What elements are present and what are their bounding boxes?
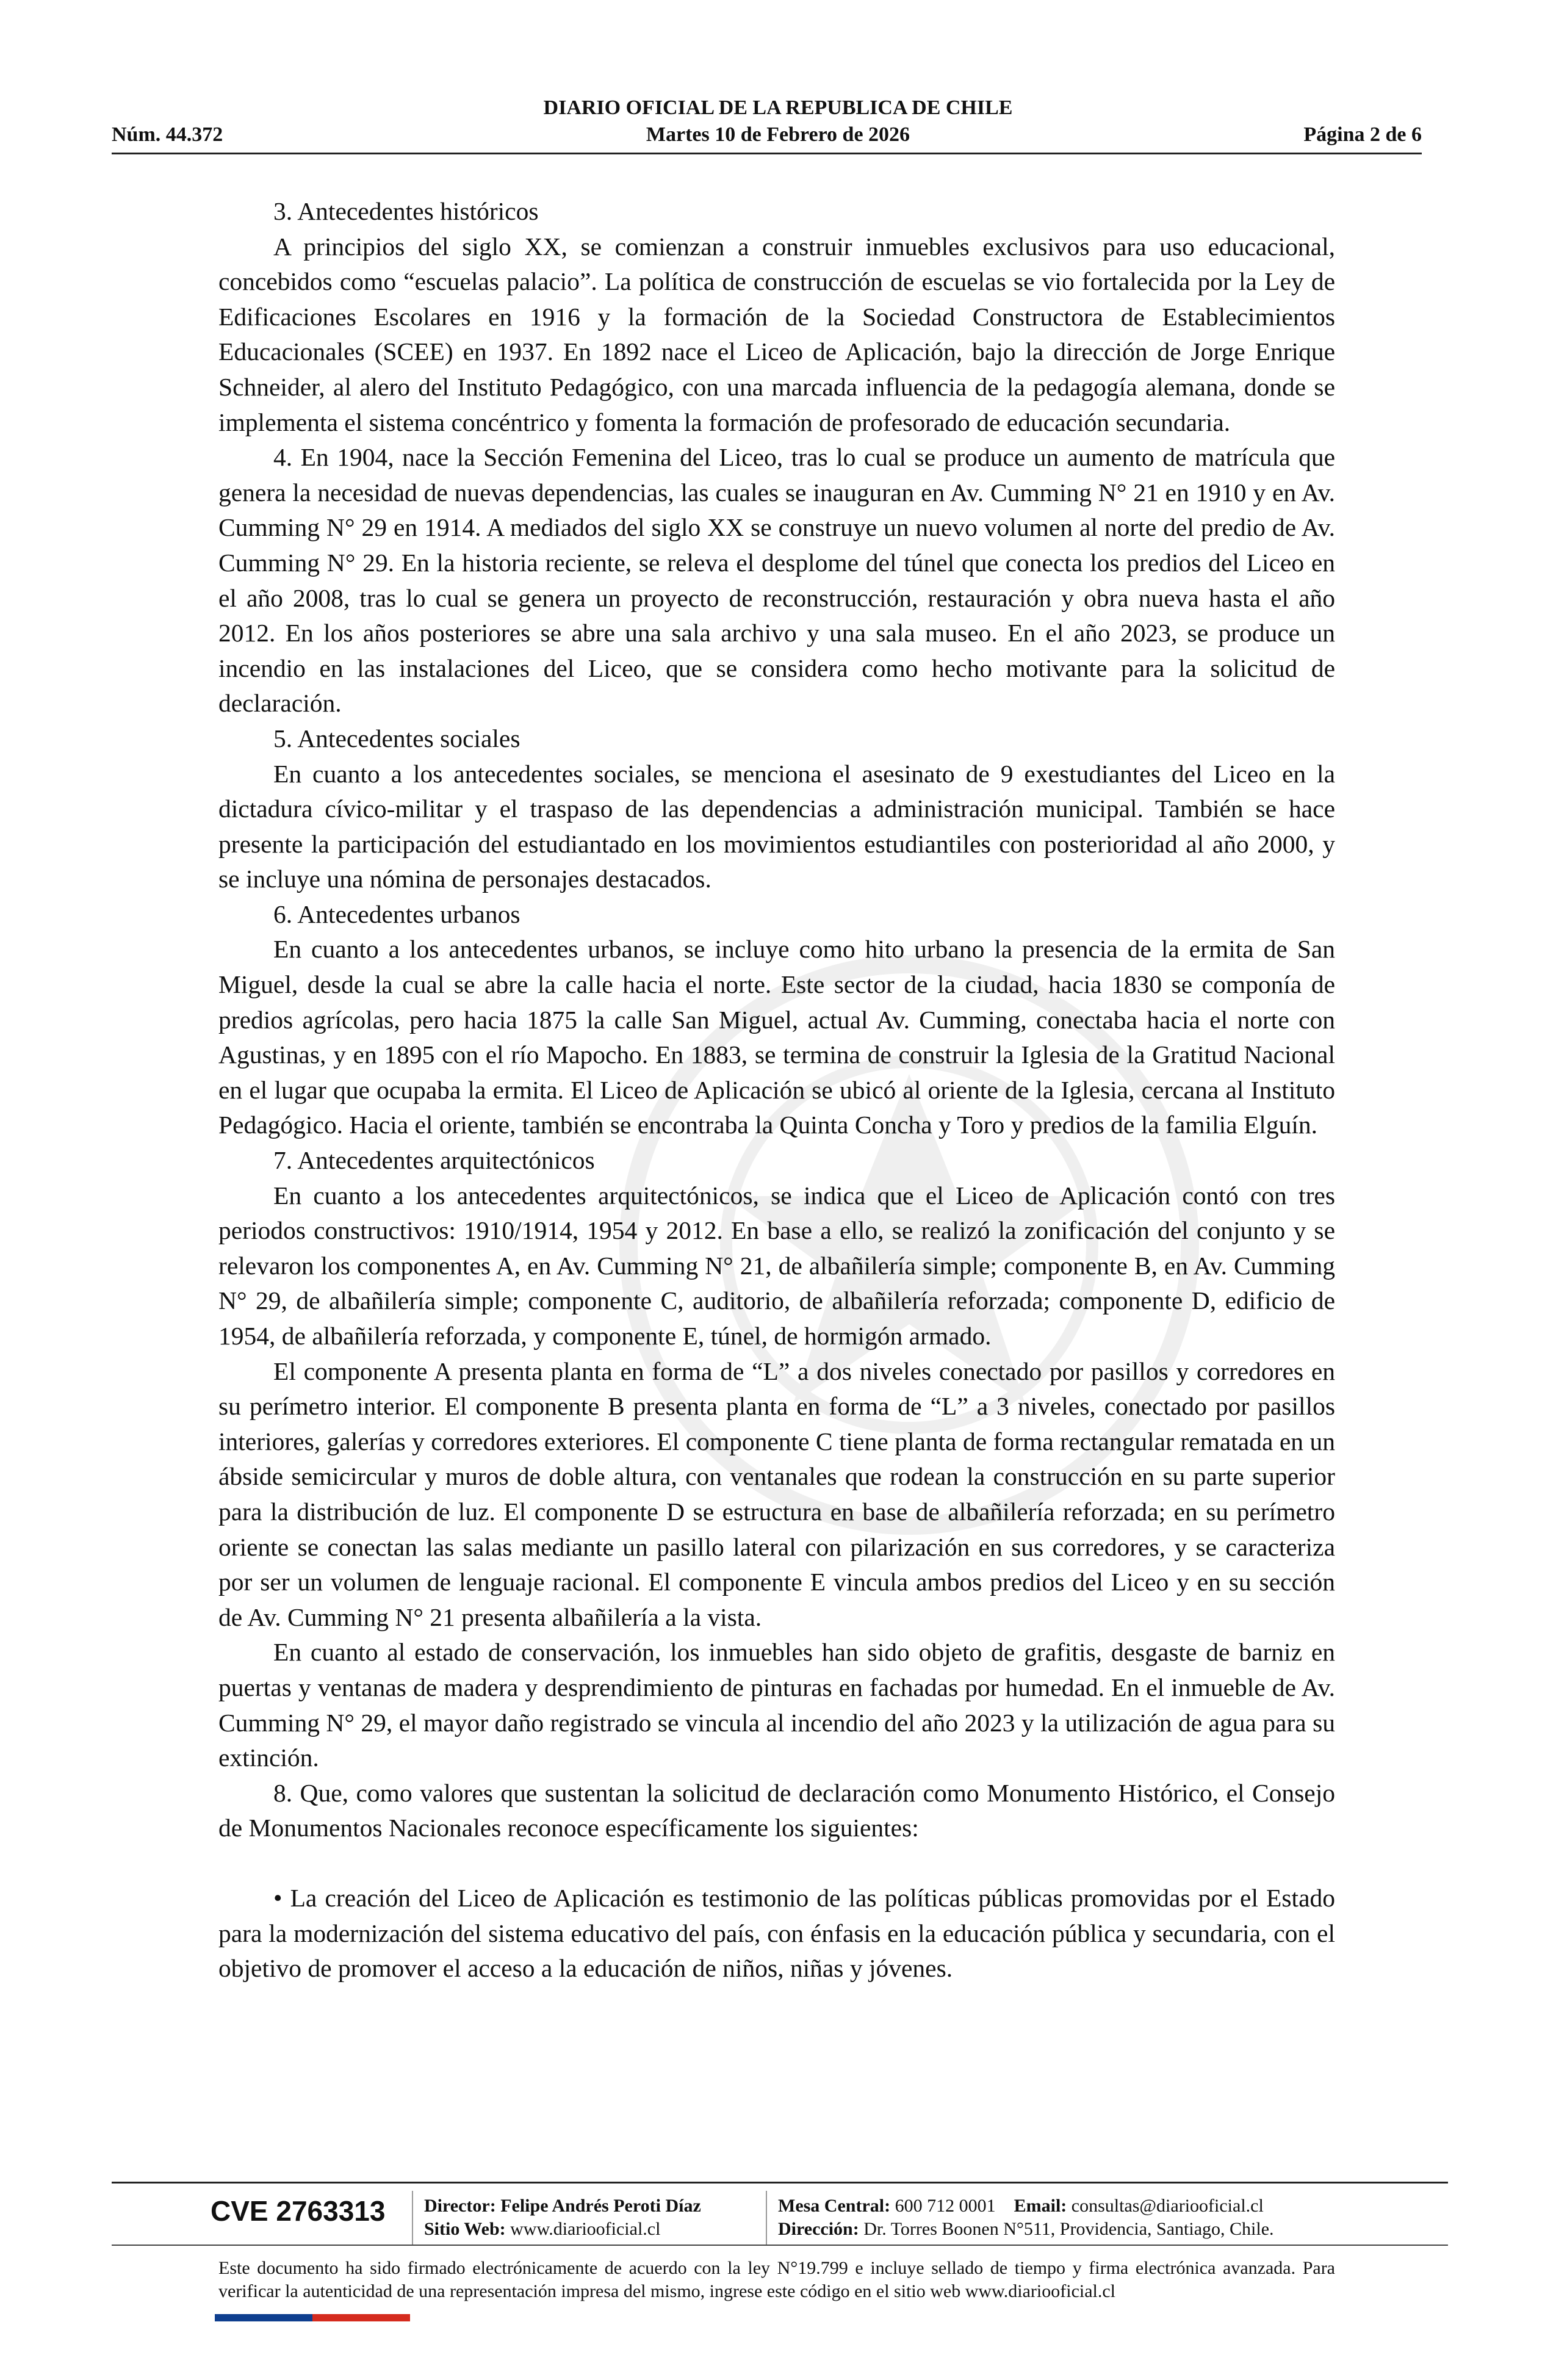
phone-value: 600 712 0001 bbox=[895, 2196, 996, 2216]
paragraph: En cuanto a los antecedentes arquitectónicos, se indica que el Liceo de Aplicación contó con tres periodos constructivos: 1910/1914, 1954 y 2012. En base a ello, se realizó la zonificación del conjunto y se relevaron los componentes A, en Av. Cumming N° 21, de albañilería simple; componente B, en Av. Cumming N° 29, de albañilería simple; componente C, auditorio, de albañilería reforzada; componente D, edificio de 1954, de albañilería reforzada, y componente E, túnel, de hormigón armado. bbox=[218, 1181, 1335, 1350]
paragraph: En cuanto a los antecedentes sociales, se menciona el asesinato de 9 exestudiantes del Liceo en la dictadura cívico-militar y el traspaso de las dependencias a administración municipal. También se hace presente la participación del estudiantado en los movimientos estudiantiles con posterioridad al año 2000, y se incluye una nómina de personajes destacados. bbox=[218, 759, 1335, 893]
paragraph: En cuanto al estado de conservación, los inmuebles han sido objeto de grafitis, desgaste de barniz en puertas y ventanas de madera y desprendimiento de pinturas en fachadas por humedad. En el inmueble de Av. Cumming N° 29, el mayor daño registrado se vincula al incendio del año 2023 y la utilización de agua para su extinción. bbox=[218, 1638, 1335, 1772]
email-label: Email: bbox=[1014, 2196, 1067, 2216]
site-label: Sitio Web: bbox=[424, 2219, 506, 2239]
section-heading: 7. Antecedentes arquitectónicos bbox=[273, 1146, 595, 1175]
address-value: Dr. Torres Boonen N°511, Providencia, Santiago, Chile. bbox=[863, 2219, 1274, 2239]
footer-contact-block bbox=[778, 2194, 1274, 2241]
paragraph: En cuanto a los antecedentes urbanos, se incluye como hito urbano la presencia de la ermita de San Miguel, desde la cual se abre la calle hacia el norte. Este sector de la ciudad, hacia 1830 se componía de predios agrícolas, pero hacia 1875 la calle San Miguel, actual Av. Cumming, conectaba hacia el norte con Agustinas, y en 1895 con el río Mapocho. En 1883, se termina de construir la Iglesia de la Gratitud Nacional en el lugar que ocupaba la ermita. El Liceo de Aplicación se ubicó al oriente de la Iglesia, cercana al Instituto Pedagógico. Hacia el oriente, también se encontraba la Quinta Concha y Toro y predios de la familia Elguín. bbox=[218, 935, 1335, 1139]
footer-separator bbox=[412, 2191, 413, 2246]
bullet-paragraph: • La creación del Liceo de Aplicación es testimonio de las políticas públicas promovidas por el Estado para la modernización del sistema educativo del país, con énfasis en la educación pública y secundaria, con el objetivo de promover el acceso a la educación de niños, niñas y jóvenes. bbox=[218, 1883, 1335, 1983]
issue-number: Núm. 44.372 bbox=[112, 123, 223, 146]
signature-note: Este documento ha sido firmado electrónicamente de acuerdo con la ley N°19.799 e incluye sellado de tiempo y firma electrónica avanzada. Para verificar la autenticidad de una representación impresa del mismo, ingrese este código en el sitio web www.diariooficial.cl bbox=[218, 2258, 1335, 2301]
issue-date: Martes 10 de Febrero de 2026 bbox=[646, 123, 910, 146]
page-number: Página 2 de 6 bbox=[1303, 123, 1422, 146]
article-body bbox=[218, 194, 1335, 1986]
paragraph: 8. Que, como valores que sustentan la solicitud de declaración como Monumento Histórico, el Consejo de Monumentos Nacionales reconoce específicamente los siguientes: bbox=[218, 1778, 1335, 1842]
footer-director-block bbox=[424, 2194, 701, 2241]
paragraph: A principios del siglo XX, se comienzan a construir inmuebles exclusivos para uso educacional, concebidos como “escuelas palacio”. La política de construcción de escuelas se vio fortalecida por la Ley de Edificaciones Escolares en 1916 y la formación de la Sociedad Constructora de Establecimientos Educacionales (SCEE) en 1937. En 1892 nace el Liceo de Aplicación, bajo la dirección de Jorge Enrique Schneider, al alero del Instituto Pedagógico, con una marcada influencia de la pedagogía alemana, donde se implementa el sistema concéntrico y fomenta la formación de profesorado de educación secundaria. bbox=[218, 232, 1335, 436]
newspaper-title: DIARIO OFICIAL DE LA REPUBLICA DE CHILE bbox=[543, 96, 1013, 119]
cve-code: CVE 2763313 bbox=[211, 2195, 386, 2227]
director-name: Felipe Andrés Peroti Díaz bbox=[500, 2196, 701, 2216]
site-link[interactable]: www.diariooficial.cl bbox=[510, 2219, 661, 2239]
paragraph: El componente A presenta planta en forma de “L” a dos niveles conectado por pasillos y corredores en su perímetro interior. El componente B presenta planta en forma de “L” a 3 niveles, conectado por pasillos interiores, galerías y corredores exteriores. El componente C tiene planta de forma rectangular rematada en un ábside semicircular y muros de doble altura, con ventanales que rodean la construcción en su parte superior para la distribución de luz. El componente D se estructura en base de albañilería reforzada; en su perímetro oriente se conectan las salas mediante un pasillo lateral con pilarización en sus corredores, y se caracteriza por ser un volumen de lenguaje racional. El componente E vincula ambos predios del Liceo y en su sección de Av. Cumming N° 21 presenta albañilería a la vista. bbox=[218, 1357, 1335, 1631]
footer-divider bbox=[112, 2245, 1448, 2246]
email-link[interactable]: consultas@diariooficial.cl bbox=[1071, 2196, 1264, 2216]
flag-red-stripe bbox=[312, 2314, 410, 2321]
footer-separator bbox=[766, 2191, 767, 2246]
phone-label: Mesa Central: bbox=[778, 2196, 891, 2216]
header-divider bbox=[112, 153, 1422, 154]
section-heading: 3. Antecedentes históricos bbox=[273, 197, 539, 225]
footer-divider bbox=[112, 2182, 1448, 2183]
paragraph: 4. En 1904, nace la Sección Femenina del Liceo, tras lo cual se produce un aumento de matrícula que genera la necesidad de nuevas dependencias, las cuales se inauguran en Av. Cumming N° 21 en 1910 y en Av. Cumming N° 29 en 1914. A mediados del siglo XX se construye un nuevo volumen al norte del predio de Av. Cumming N° 29. En la historia reciente, se releva el desplome del túnel que conecta los predios del Liceo en el año 2008, tras lo cual se genera un proyecto de reconstrucción, restauración y obra nueva hasta el año 2012. En los años posteriores se abre una sala archivo y una sala museo. En el año 2023, se produce un incendio en las instalaciones del Liceo, que se considera como hecho motivante para la solicitud de declaración. bbox=[218, 443, 1335, 718]
section-heading: 6. Antecedentes urbanos bbox=[273, 900, 520, 928]
flag-stripe bbox=[215, 2314, 410, 2321]
director-label: Director: bbox=[424, 2196, 496, 2216]
address-label: Dirección: bbox=[778, 2219, 859, 2239]
section-heading: 5. Antecedentes sociales bbox=[273, 724, 520, 752]
flag-blue-stripe bbox=[215, 2314, 312, 2321]
